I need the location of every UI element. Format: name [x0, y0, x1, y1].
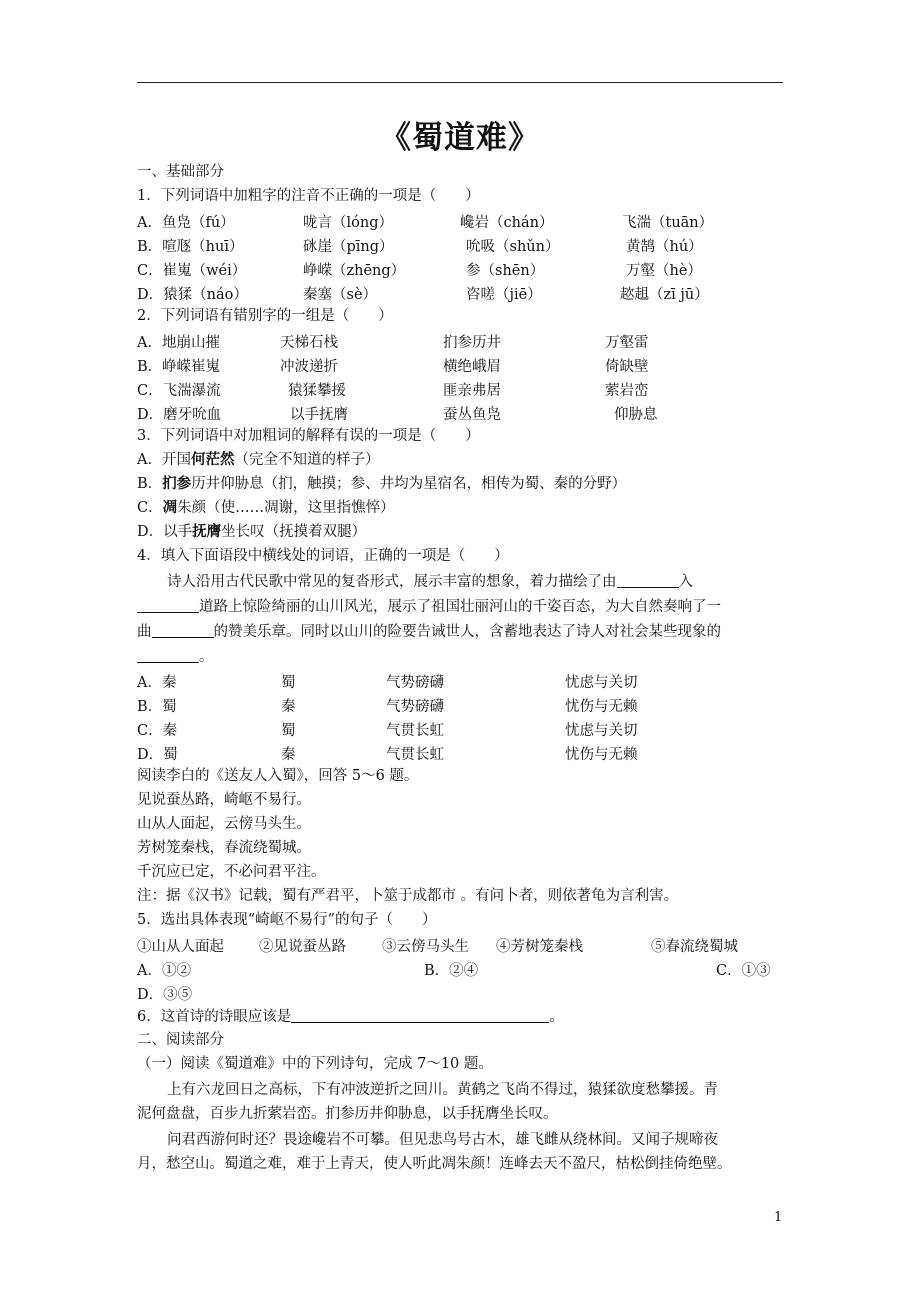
option-text: 朱颜（使……凋谢，这里指憔悴） — [177, 500, 395, 516]
option-d: D．③⑤ — [137, 987, 193, 1003]
option-c-item-4: 萦岩峦 — [605, 383, 649, 399]
option-text: 坐长叹（抚摸着双腿） — [221, 524, 367, 540]
option-text: （完全不知道的样子） — [234, 452, 380, 468]
option-b-item-4: 黄鹄（hú） — [626, 239, 703, 255]
poem-line: 山从人面起，云傍马头生。 — [137, 816, 311, 832]
option-prefix: B． — [137, 476, 163, 492]
bold-term: 扪参 — [162, 475, 192, 492]
reading-paragraph-2-line-2: 月，愁空山。蜀道之难，难于上青天，使人听此凋朱颜！连峰去天不盈尺，枯松倒挂倚绝壁。 — [137, 1156, 732, 1172]
option-a-item-3: 扪参历井 — [443, 335, 501, 351]
header-rule — [137, 82, 783, 83]
option-c-item-3: 气贯长虹 — [386, 723, 444, 739]
option-c-item-2: 峥嵘（zhēng） — [303, 263, 406, 279]
question-3-option-b — [137, 475, 626, 493]
option-b-item-2: 砯崖（pīng） — [303, 239, 394, 255]
choice-item: ①山从人面起 — [137, 939, 224, 955]
question-3-option-c — [137, 499, 395, 517]
passage-text: 的赞美乐章。同时以山川的险要告诫世人，含蓄地表达了诗人对社会某些现象的 — [213, 624, 721, 640]
option-b-item-1: B．蜀 — [137, 699, 177, 715]
option-a-item-4: 万壑雷 — [605, 335, 649, 351]
question-4-passage-line-3 — [137, 622, 721, 641]
option-a-item-4: 飞湍（tuān） — [622, 215, 714, 231]
fill-blank — [152, 622, 214, 638]
question-3-option-d — [137, 523, 366, 541]
passage-text: 入 — [678, 574, 693, 590]
question-4-passage-line-2 — [137, 597, 721, 616]
poem-note: 注：据《汉书》记载，蜀有严君平，卜筮于成都市 。有问卜者，则依著龟为言利害。 — [137, 888, 679, 904]
option-d-item-2: 秦 — [281, 747, 296, 763]
reading-intro: （一）阅读《蜀道难》中的下列诗句，完成 7～10 题。 — [137, 1056, 493, 1072]
choice-item: ②见说蚕丛路 — [259, 939, 346, 955]
option-a: A．①② — [137, 963, 191, 979]
question-3-stem: 3．下列词语中对加粗词的解释有误的一项是（ ） — [137, 428, 480, 444]
option-b-item-2: 秦 — [281, 699, 296, 715]
bold-term: 凋 — [162, 499, 178, 516]
choice-item: ⑤春流绕蜀城 — [651, 939, 738, 955]
question-5-stem: 5．选出具体表现“崎岖不易行”的句子（ ） — [137, 912, 437, 928]
section-heading-basic: 一、基础部分 — [137, 164, 224, 180]
option-a-item-2: 蜀 — [281, 675, 296, 691]
option-d-item-1: D．磨牙吮血 — [137, 407, 222, 423]
poem-line: 见说蚕丛路，崎岖不易行。 — [137, 792, 311, 808]
option-c-item-1: C．崔嵬（wéi） — [137, 263, 247, 279]
option-d-item-4: 仰胁息 — [614, 407, 658, 423]
option-prefix: C． — [137, 500, 163, 516]
poem-line: 芳树笼秦栈，春流绕蜀城。 — [137, 840, 311, 856]
option-a-item-3: 巉岩（chán） — [460, 215, 554, 231]
option-c-item-4: 忧虑与关切 — [565, 723, 638, 739]
option-a-item-2: 咙言（lóng） — [303, 215, 393, 231]
question-4-stem: 4．填入下面语段中横线处的词语，正确的一项是（ ） — [137, 548, 509, 564]
option-b-item-3: 吮吸（shǔn） — [466, 239, 560, 255]
option-prefix: D．以手 — [137, 524, 193, 540]
option-c-item-1: C．飞湍瀑流 — [137, 383, 221, 399]
option-b-item-3: 气势磅礴 — [386, 699, 444, 715]
question-4-passage-line-4 — [137, 647, 214, 666]
question-2-stem: 2．下列词语有错别字的一组是（ ） — [137, 308, 393, 324]
option-b: B．②④ — [424, 963, 479, 979]
reading-paragraph-2-line-1: 问君西游何时还？畏途巉岩不可攀。但见悲鸟号古木，雄飞雌从绕林间。又闻子规啼夜 — [167, 1132, 718, 1148]
option-c-item-3: 参（shēn） — [466, 263, 545, 279]
choice-item: ③云傍马头生 — [382, 939, 469, 955]
question-6-stem: 6．这首诗的诗眼应该是 — [137, 1009, 292, 1025]
option-d-item-2: 秦塞（sè） — [303, 287, 378, 303]
option-b-item-3: 横绝峨眉 — [443, 359, 501, 375]
option-a-item-2: 天梯石栈 — [280, 335, 338, 351]
passage-text: 诗人沿用古代民歌中常见的复沓形式，展示丰富的想象，着力描绘了由 — [167, 574, 617, 590]
choice-item: ④芳树笼秦栈 — [496, 939, 583, 955]
bold-term: 何茫然 — [190, 451, 235, 468]
option-d-item-4: 趑趄（zī jū） — [620, 287, 709, 303]
option-c-item-3: 匪亲弗居 — [443, 383, 501, 399]
option-d-item-3: 蚕丛鱼凫 — [443, 407, 501, 423]
option-prefix: A．开国 — [137, 452, 191, 468]
answer-blank — [291, 1007, 549, 1023]
option-d-item-1: D．蜀 — [137, 747, 178, 763]
option-text: 历井仰胁息（扪，触摸；参、井均为星宿名，相传为蜀、秦的分野） — [191, 476, 627, 492]
option-c-item-2: 猿猱攀援 — [288, 383, 346, 399]
bold-term: 抚膺 — [192, 523, 222, 540]
option-c-item-1: C．秦 — [137, 723, 178, 739]
fill-blank — [137, 597, 199, 613]
option-d-item-3: 咨嗟（jiē） — [466, 287, 542, 303]
option-a-item-4: 忧虑与关切 — [565, 675, 638, 691]
passage-text: 曲 — [137, 624, 152, 640]
fill-blank — [137, 647, 199, 663]
option-d-item-2: 以手抚膺 — [290, 407, 348, 423]
option-d-item-3: 气贯长虹 — [386, 747, 444, 763]
page-number: 1 — [774, 1210, 783, 1225]
option-b-item-2: 冲波递折 — [280, 359, 338, 375]
passage-text: 道路上惊险绮丽的山川风光，展示了祖国壮丽河山的千姿百态，为大自然奏响了一 — [199, 599, 721, 615]
reading-paragraph-1-line-1: 上有六龙回日之高标，下有冲波逆折之回川。黄鹤之飞尚不得过，猿猱欲度愁攀援。青 — [167, 1082, 718, 1098]
option-b-item-4: 忧伤与无赖 — [565, 699, 638, 715]
poem-line: 千沉应已定，不必问君平注。 — [137, 864, 326, 880]
option-c: C．①③ — [716, 963, 771, 979]
passage-text: 。 — [199, 649, 214, 665]
question-1-stem: 1．下列词语中加粗字的注音不正确的一项是（ ） — [137, 188, 480, 204]
fill-blank — [617, 572, 679, 588]
option-b-item-1: B．峥嵘崔嵬 — [137, 359, 221, 375]
option-c-item-4: 万壑（hè） — [626, 263, 702, 279]
option-c-item-2: 蜀 — [281, 723, 296, 739]
option-a-item-1: A．地崩山摧 — [137, 335, 220, 351]
page-title: 《蜀道难》 — [380, 120, 540, 156]
option-a-item-1: A．鱼凫（fú） — [137, 215, 235, 231]
option-a-item-3: 气势磅礴 — [386, 675, 444, 691]
option-d-item-1: D．猿猱（náo） — [137, 287, 248, 303]
option-d-item-4: 忧伤与无赖 — [565, 747, 638, 763]
question-4-passage-line-1 — [167, 572, 693, 591]
section-heading-reading: 二、阅读部分 — [137, 1032, 224, 1048]
question-6-end: 。 — [549, 1009, 564, 1025]
option-b-item-4: 倚缺壁 — [605, 359, 649, 375]
reading-paragraph-1-line-2: 泥何盘盘，百步九折萦岩峦。扪参历井仰胁息，以手抚膺坐长叹。 — [137, 1106, 558, 1122]
question-3-option-a — [137, 451, 379, 469]
question-6 — [137, 1007, 564, 1026]
poem-intro: 阅读李白的《送友人入蜀》，回答 5～6 题。 — [137, 768, 419, 784]
option-a-item-1: A．秦 — [137, 675, 177, 691]
option-b-item-1: B．喧豗（huī） — [137, 239, 244, 255]
